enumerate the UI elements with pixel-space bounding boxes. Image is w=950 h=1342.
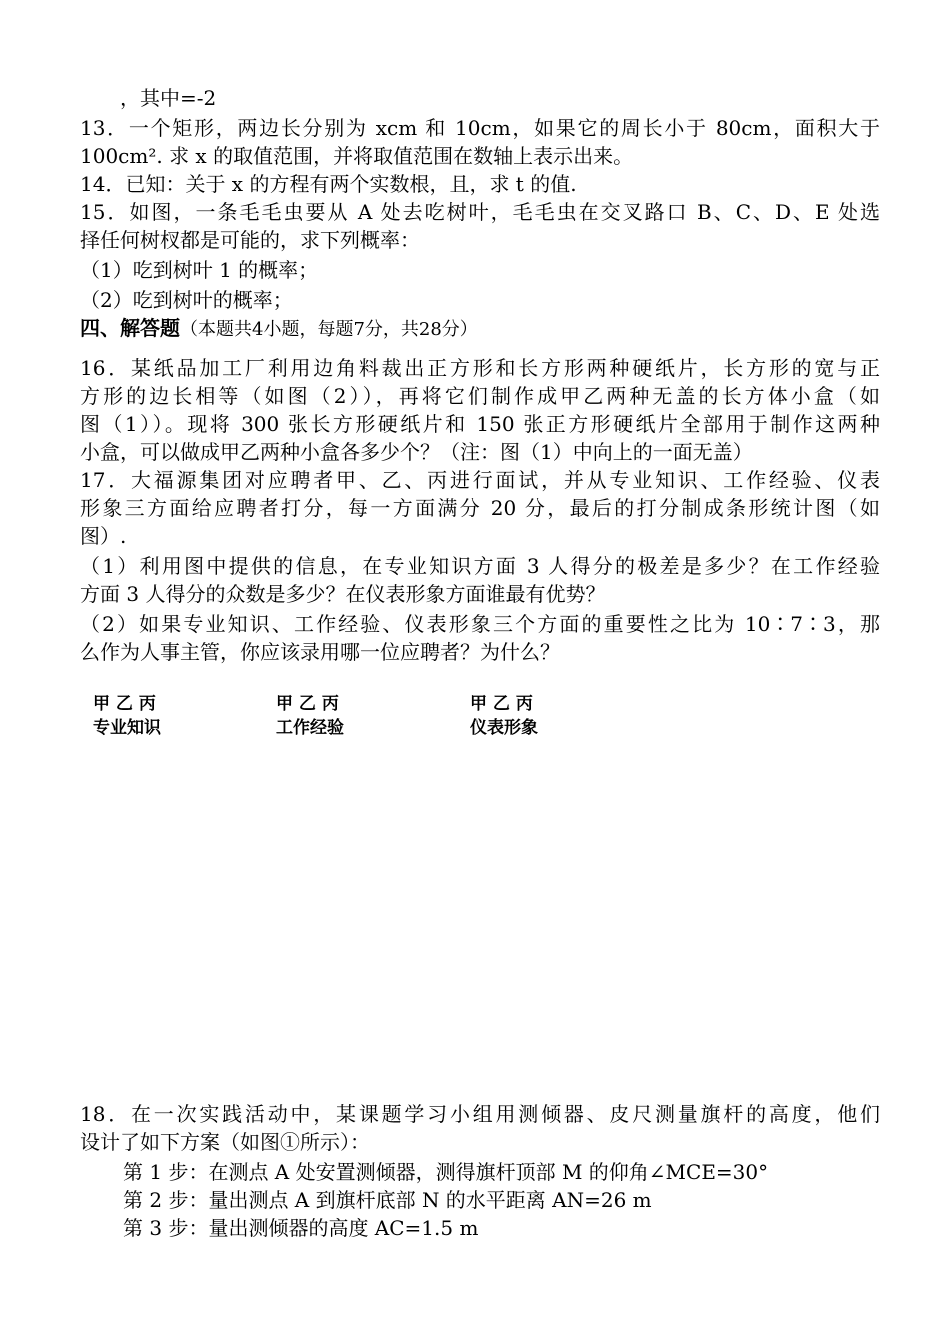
question-17-part-1-line-2: 方面 3 人得分的众数是多少？在仪表形象方面谁最有优势？ <box>80 582 606 606</box>
question-15-line-1: 15．如图，一条毛毛虫要从 A 处去吃树叶，毛毛虫在交叉路口 B、C、D、E 处选 <box>80 200 880 224</box>
question-18-line-2: 设计了如下方案（如图①所示）： <box>80 1130 370 1154</box>
chart-category-label: 仪表形象 <box>470 718 538 738</box>
chart-people-labels: 甲 乙 丙 <box>93 694 156 714</box>
question-16-line-2: 方形的边长相等（如图（2）），再将它们制作成甲乙两种无盖的长方体小盒（如 <box>80 384 880 408</box>
question-17-line-3: 图）. <box>80 524 127 548</box>
question-17-part-2-line-2: 么作为人事主管，你应该录用哪一位应聘者？为什么？ <box>80 640 560 664</box>
chart-group-professional <box>93 692 161 740</box>
chart-group-experience <box>276 692 344 740</box>
question-17-part-2-line-1: （2）如果专业知识、工作经验、仪表形象三个方面的重要性之比为 10∶7∶3，那 <box>80 612 880 636</box>
question-13-line-1: 13．一个矩形，两边长分别为 xcm 和 10cm，如果它的周长小于 80cm，面积大于 <box>80 116 880 140</box>
question-13-line-2: 100cm². 求 x 的取值范围，并将取值范围在数轴上表示出来。 <box>80 144 634 168</box>
question-18-line-1: 18．在一次实践活动中，某课题学习小组用测倾器、皮尺测量旗杆的高度，他们 <box>80 1102 880 1126</box>
question-15-part-2: （2）吃到树叶的概率； <box>80 288 293 312</box>
chart-people-labels: 甲 乙 丙 <box>276 694 339 714</box>
question-17-line-2: 形象三方面给应聘者打分，每一方面满分 20 分，最后的打分制成条形统计图（如 <box>80 496 880 520</box>
question-17-part-1-line-1: （1）利用图中提供的信息，在专业知识方面 3 人得分的极差是多少？在工作经验 <box>80 554 880 578</box>
question-16-line-4: 小盒，可以做成甲乙两种小盒各多少个？（注：图（1）中向上的一面无盖） <box>80 440 753 464</box>
question-15-line-2: 择任何树杈都是可能的，求下列概率： <box>80 228 420 252</box>
question-18-step-3: 第 3 步：量出测倾器的高度 AC=1.5 m <box>123 1216 479 1240</box>
chart-people-labels: 甲 乙 丙 <box>470 694 533 714</box>
question-15-part-1: （1）吃到树叶 1 的概率； <box>80 258 319 282</box>
question-18-step-1: 第 1 步：在测点 A 处安置测倾器，测得旗杆顶部 M 的仰角∠MCE=30° <box>123 1160 769 1184</box>
question-16-line-3: 图（1））。现将 300 张长方形硬纸片和 150 张正方形硬纸片全部用于制作这两种 <box>80 412 880 436</box>
question-14: 14．已知：关于 x 的方程有两个实数根，且，求 t 的值. <box>80 172 577 196</box>
chart-category-label: 工作经验 <box>276 718 344 738</box>
section-4-title: 四、解答题 <box>80 316 180 340</box>
chart-category-label: 专业知识 <box>93 718 161 738</box>
question-18-step-2: 第 2 步：量出测点 A 到旗杆底部 N 的水平距离 AN=26 m <box>123 1188 652 1212</box>
question-16-line-1: 16．某纸品加工厂利用边角料裁出正方形和长方形两种硬纸片，长方形的宽与正 <box>80 356 880 380</box>
question-17-line-1: 17．大福源集团对应聘者甲、乙、丙进行面试，并从专业知识、工作经验、仪表 <box>80 468 880 492</box>
section-4-note: （本题共4小题，每题7分，共28分） <box>180 319 478 340</box>
section-4-heading <box>80 314 880 344</box>
equation-tail: ，其中=-2 <box>120 86 217 110</box>
chart-group-appearance <box>470 692 538 740</box>
